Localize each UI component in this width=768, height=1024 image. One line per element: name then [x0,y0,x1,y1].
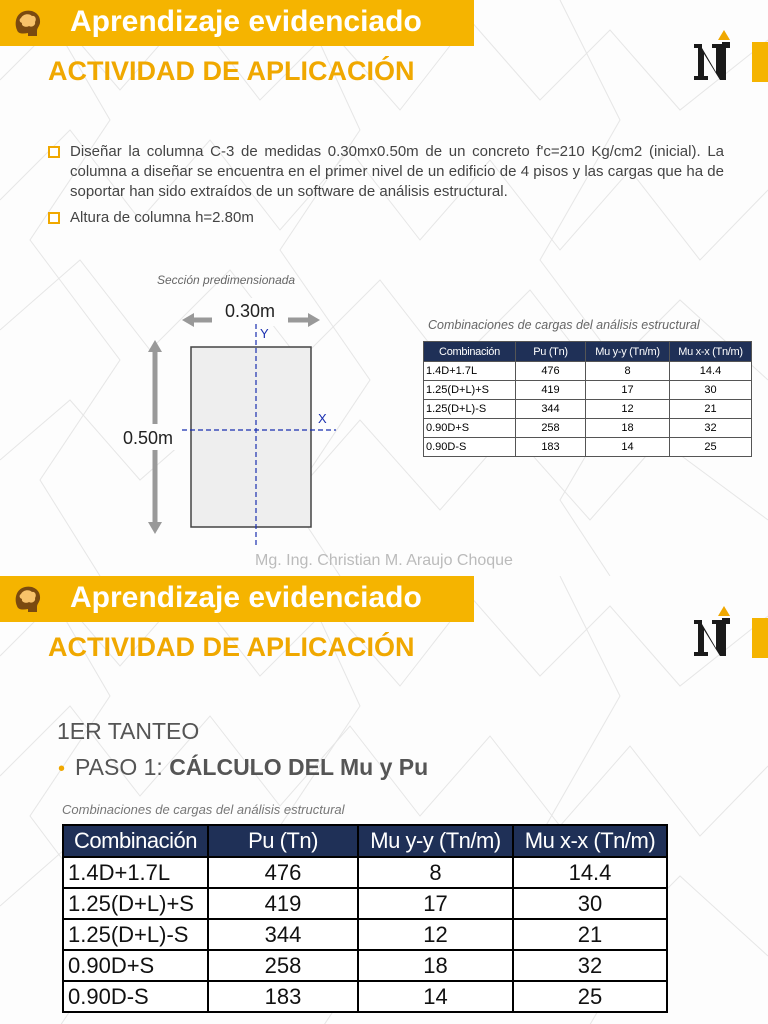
load-combinations-table-small [423,341,752,457]
load-combinations-table [62,824,668,1013]
table-cell: 419 [208,888,358,919]
table-cell: 1.25(D+L)+S [424,381,516,400]
step-prefix: PASO 1: [75,754,170,780]
table-row [424,400,752,419]
bullet-dot-icon: • [58,758,66,780]
table-cell: 476 [208,857,358,888]
table-cell: 0.90D-S [63,981,208,1012]
table-cell: 12 [586,400,670,419]
x-axis-label: X [318,411,327,426]
y-axis-label: Y [260,326,269,341]
table-cell: 21 [670,400,752,419]
table-cell: 17 [358,888,513,919]
list-item [48,208,724,228]
column-header: Mu x-x (Tn/m) [670,342,752,362]
table-row [63,888,667,919]
table-cell: 258 [516,419,586,438]
table-row [63,919,667,950]
table-row [63,981,667,1012]
slide-2 [0,576,768,1024]
table-cell: 8 [358,857,513,888]
side-tab [752,618,768,658]
table-cell: 183 [516,438,586,457]
table-cell: 1.4D+1.7L [63,857,208,888]
height-label: 0.50m [122,428,174,448]
table-cell: 0.90D+S [63,950,208,981]
width-label: 0.30m [224,301,276,321]
table-cell: 18 [358,950,513,981]
list-item [48,142,724,202]
column-header: Mu x-x (Tn/m) [513,825,667,857]
table-cell: 0.90D+S [424,419,516,438]
bullet-text: Diseñar la columna C-3 de medidas 0.30mx0.50m de un concreto f'c=210 Kg/cm2 (inicial). La columna a diseñar se encuentra en el primer nivel de un edificio de 4 pisos y las cargas que ha de soportar han sido extraídos de un software de análisis estructural. [70,143,724,200]
table-cell: 0.90D-S [424,438,516,457]
table-cell: 18 [586,419,670,438]
table-cell: 32 [670,419,752,438]
header-title: Aprendizaje evidenciado [70,581,422,614]
table-cell: 183 [208,981,358,1012]
column-header: Pu (Tn) [208,825,358,857]
table-caption: Combinaciones de cargas del análisis estructural [62,802,345,817]
table-cell: 21 [513,919,667,950]
footer-author: Mg. Ing. Christian M. Araujo Choque [255,552,513,569]
brain-icon [8,579,48,619]
table-cell: 32 [513,950,667,981]
table-cell: 476 [516,362,586,381]
bullet-text: Altura de columna h=2.80m [70,209,254,226]
table-row [424,438,752,457]
table-cell: 30 [513,888,667,919]
column-section-diagram [100,296,360,546]
step-title: CÁLCULO DEL Mu y Pu [169,754,429,780]
column-header: Combinación [424,342,516,362]
table-row [424,381,752,400]
table-row [63,950,667,981]
side-tab [752,42,768,82]
width-dimension [182,298,320,327]
column-header: Combinación [63,825,208,857]
step-heading [58,754,428,781]
table-row [424,419,752,438]
table-cell: 14 [586,438,670,457]
section-label: Sección predimensionada [157,273,296,287]
table-cell: 1.25(D+L)+S [63,888,208,919]
table-cell: 1.25(D+L)-S [63,919,208,950]
logo [690,604,740,660]
header-bar [0,0,474,46]
logo [690,28,740,84]
page-subtitle: ACTIVIDAD DE APLICACIÓN [48,56,415,86]
table-row [63,857,667,888]
table-caption: Combinaciones de cargas del análisis estructural [428,318,700,332]
table-cell: 419 [516,381,586,400]
brain-icon [8,3,48,43]
table-cell: 344 [516,400,586,419]
table-cell: 1.4D+1.7L [424,362,516,381]
column-header: Pu (Tn) [516,342,586,362]
column-header: Mu y-y (Tn/m) [358,825,513,857]
checkbox-bullet-icon [48,212,60,224]
header-title: Aprendizaje evidenciado [70,5,422,38]
table-cell: 344 [208,919,358,950]
table-cell: 14.4 [670,362,752,381]
column-section [191,347,311,527]
table-cell: 258 [208,950,358,981]
column-header: Mu y-y (Tn/m) [586,342,670,362]
checkbox-bullet-icon [48,146,60,158]
table-cell: 14.4 [513,857,667,888]
bullet-list [48,142,724,234]
table-cell: 14 [358,981,513,1012]
tanteo-heading: 1ER TANTEO [57,718,200,744]
table-header-row [424,342,752,362]
table-cell: 17 [586,381,670,400]
page-subtitle: ACTIVIDAD DE APLICACIÓN [48,632,415,662]
table-cell: 8 [586,362,670,381]
header-bar [0,576,474,622]
table-cell: 25 [513,981,667,1012]
table-row [424,362,752,381]
height-dimension [114,340,198,534]
table-cell: 12 [358,919,513,950]
table-cell: 30 [670,381,752,400]
table-cell: 1.25(D+L)-S [424,400,516,419]
table-cell: 25 [670,438,752,457]
table-header-row [63,825,667,857]
